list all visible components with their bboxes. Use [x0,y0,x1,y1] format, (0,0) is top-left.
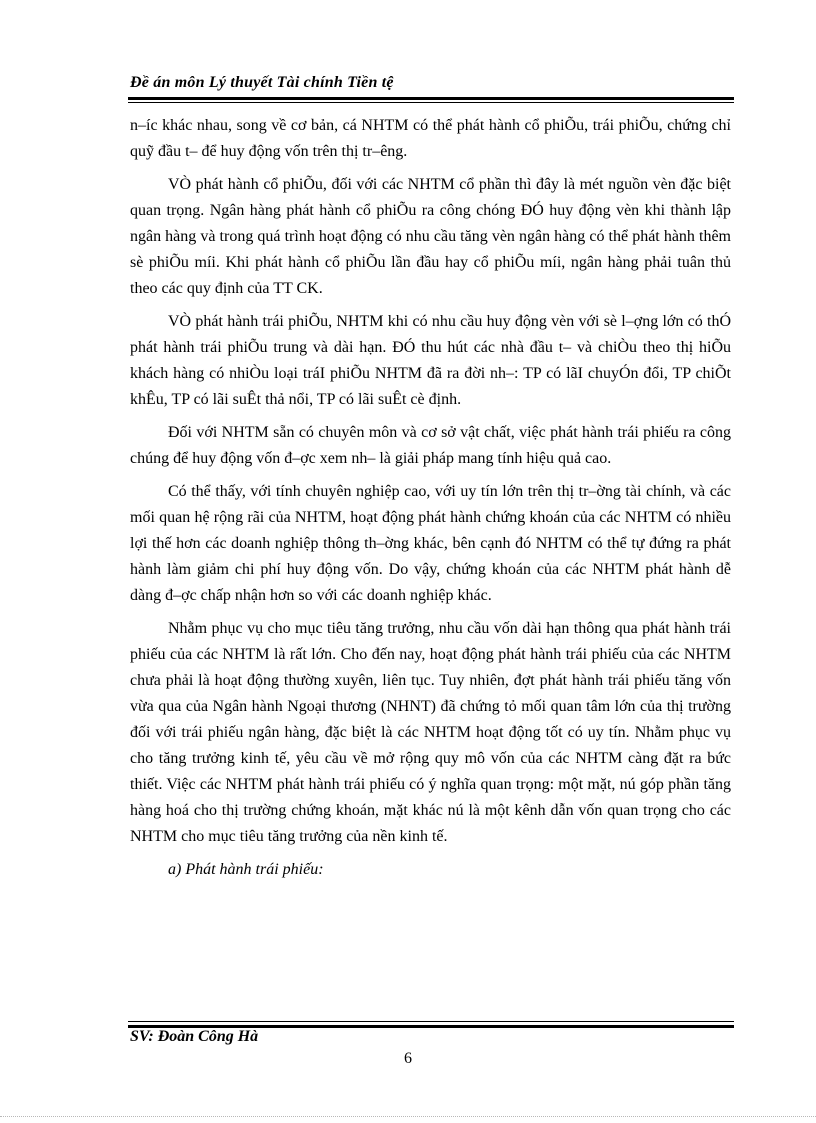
header-title: Đề án môn Lý thuyết Tài chính Tiền tệ [130,74,394,91]
header-rule-thin [128,102,734,103]
header-rule-thick [128,97,734,100]
paragraph: VÒ phát hành cổ phiÕu, đối với các NHTM cổ phần thì đây là mét nguồn vèn đặc biệt quan trọng. Ngân hàng phát hành cổ phiÕu ra công chóng ĐÓ huy động vèn khi thành lập ngân hàng và trong quá trình hoạt động có nhu cầu tăng vèn ngân hàng có thể phát hành thêm sè phiÕu míi. Khi phát hành cổ phiÕu lần đầu hay cổ phiÕu míi, ngân hàng phải tuân thủ theo các quy định của TT CK. [130,176,731,297]
footer-rule-thin [128,1021,734,1022]
paragraph: Nhằm phục vụ cho mục tiêu tăng trưởng, nhu cầu vốn dài hạn thông qua phát hành trái phiếu của các NHTM là rất lớn. Cho đến nay, hoạt động phát hành trái phiếu của các NHTM chưa phải là hoạt động thường xuyên, liên tục. Tuy nhiên, đợt phát hành trái phiếu tăng vốn vừa qua của Ngân hành Ngoại thương (NHNT) đã chứng tỏ mối quan tâm lớn của thị trường đối với trái phiếu ngân hàng, đặc biệt là các NHTM hoạt động tốt có uy tín. Nhằm phục vụ cho tăng trưởng kinh tế, yêu cầu về mở rộng quy mô vốn của các NHTM càng đặt ra bức thiết. Việc các NHTM phát hành trái phiếu có ý nghĩa quan trọng: một mặt, nú góp phần tăng hàng hoá cho thị trường chứng khoán, mặt khác nú là một kênh dẫn vốn quan trọng cho các NHTM cho mục tiêu tăng trưởng của nền kinh tế. [130,620,731,845]
body-text [130,113,731,890]
page-edge-divider [0,1116,816,1117]
paragraph: n–íc khác nhau, song về cơ bản, cá NHTM có thể phát hành cổ phiÕu, trái phiÕu, chứng chỉ quỹ đầu t– để huy động vốn trên thị tr–êng. [130,117,731,160]
paragraph: Có thể thấy, với tính chuyên nghiệp cao, với uy tín lớn trên thị tr–ờng tài chính, và các mối quan hệ rộng rãi của NHTM, hoạt động phát hành chứng khoán của các NHTM có nhiều lợi thế hơn các doanh nghiệp thông th–ờng khác, bên cạnh đó NHTM có thể tự đứng ra phát hành làm giảm chi phí huy động vốn. Do vậy, chứng khoán của các NHTM phát hành dễ dàng đ–ợc chấp nhận hơn so với các doanh nghiệp khác. [130,483,731,604]
paragraph: VÒ phát hành trái phiÕu, NHTM khi có nhu cầu huy động vèn với sè l–ợng lớn có thÓ phát hành trái phiÕu trung và dài hạn. ĐÓ thu hút các nhà đầu t– và chiÒu theo thị hiÕu khách hàng có nhiÒu loại tráI phiÕu NHTM đã ra đời nh–: TP có lãI chuyÓn đổi, TP chiÕt khÊu, TP có lãi suÊt thả nổi, TP có lãi suÊt cè định. [130,313,731,408]
footer-author: SV: Đoàn Công Hà [130,1028,259,1045]
paragraph: Đối với NHTM sẵn có chuyên môn và cơ sở vật chất, việc phát hành trái phiếu ra công chúng để huy động vốn đ–ợc xem nh– là giải pháp mang tính hiệu quả cao. [130,424,731,467]
list-item-heading: a) Phát hành trái phiếu: [168,861,324,878]
page-number: 6 [404,1050,412,1067]
